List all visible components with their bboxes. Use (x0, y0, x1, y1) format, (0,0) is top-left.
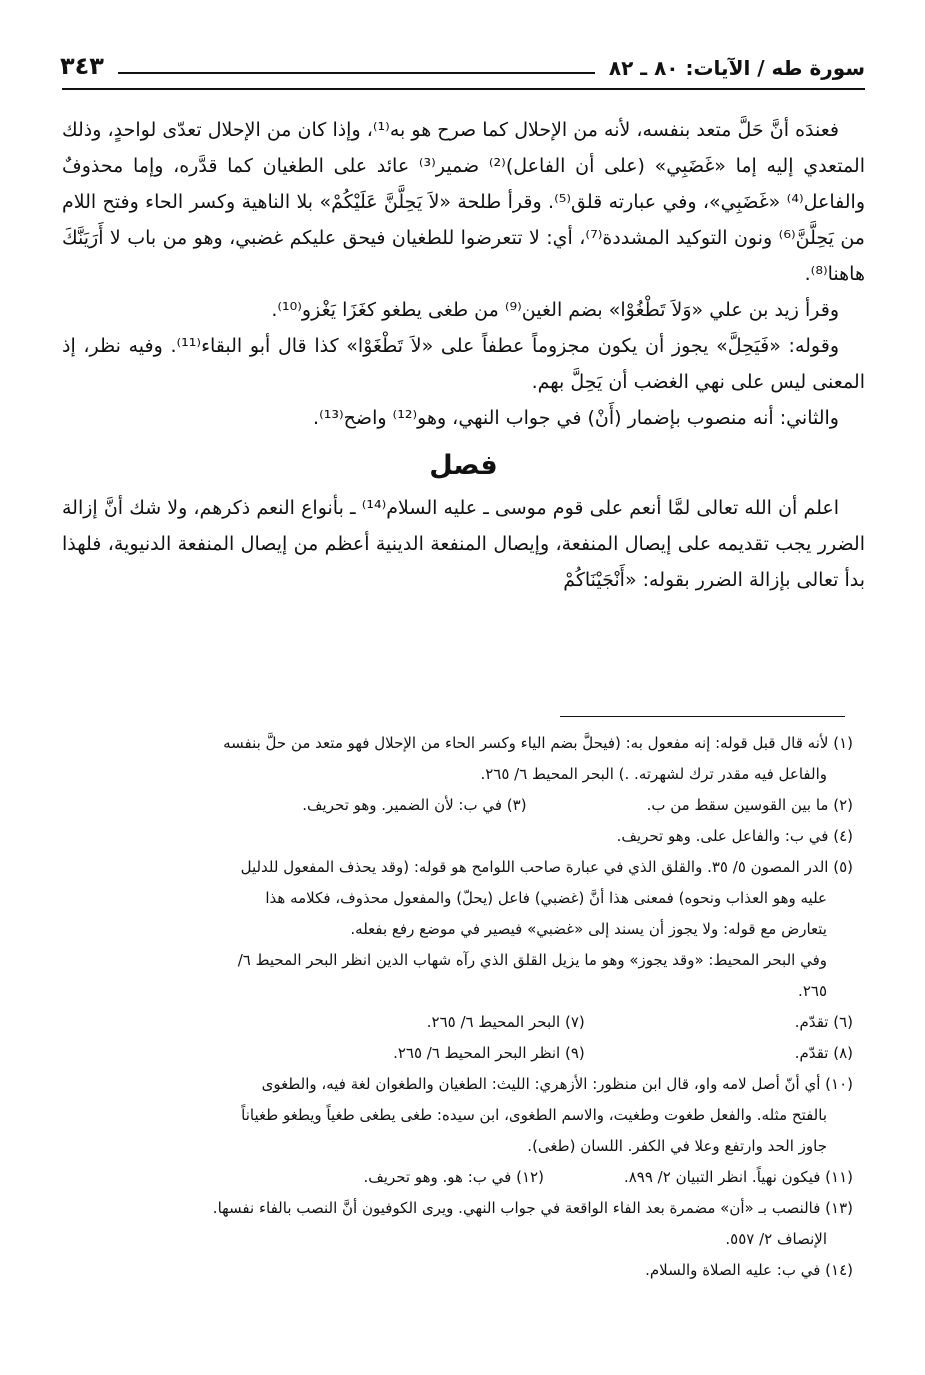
footnote-1-cont: والفاعل فيه مقدر ترك لشهرته. .) البحر المحيط ٦/ ٢٦٥. (480, 765, 827, 783)
footnote-1: (١) لأنه قال قبل قوله: إنه مفعول به: (فيحلَّ بضم الياء وكسر الحاء من الإحلال فهو متعد من حلَّ بنفسه (223, 734, 853, 752)
footnote-9: (٩) انظر البحر المحيط ٦/ ٢٦٥. (393, 1044, 585, 1062)
header-divider (62, 88, 865, 90)
paragraph-3: وقوله: «فَيَحِلَّ» يجوز أن يكون مجزوماً عطفاً على «لاَ تَطْغَوْا» كذا قال أبو البقاء⁽¹¹⁾. وفيه نظر، إذ المعنى ليس على نهي الغضب أن يَحِلَّ بهم. (62, 335, 865, 393)
footnote-2: (٢) ما بين القوسين سقط من ب. (646, 796, 853, 814)
paragraph-5: اعلم أن الله تعالى لمَّا أنعم على قوم موسى ـ عليه السلام⁽¹⁴⁾ ـ بأنواع النعم ذكرهم، ولا شك أنَّ إزالة الضرر يجب تقديمه على إيصال المنفعة، وإيصال المنفعة الدينية أعظم من إيصال المنفعة الدنيوية، فلهذا بدأ تعالى بإزالة الضرر بقوله: «أَنْجَيْنَاكُمْ (62, 497, 865, 591)
paragraph-1: فعندَه أنَّ حَلَّ متعد بنفسه، لأنه من الإحلال كما صرح هو به⁽¹⁾، وإذا كان من الإحلال تعدّى لواحدٍ، وذلك المتعدي إليه إما «غَضَبِي» (على أن الفاعل)⁽²⁾ ضمير⁽³⁾ عائد على الطغيان كما قدَّره، وإما محذوفٌ والفاعل⁽⁴⁾ «غَضَبِي»، وفي عبارته قلق⁽⁵⁾. وقرأ طلحة «لاَ يَحِلَّنَّ عَلَيْكُمْ» بلا الناهية وكسر الحاء وفتح اللام من يَحِلَّنَّ⁽⁶⁾ ونون التوكيد المشددة⁽⁷⁾، أي: لا تتعرضوا للطغيان فيحق عليكم غضبي، وهو من باب لا أَرَيَنَّكَ هاهنا⁽⁸⁾. (62, 119, 865, 285)
paragraph-4: والثاني: أنه منصوب بإضمار (أَنْ) في جواب النهي، وهو⁽¹²⁾ واضح⁽¹³⁾. (313, 407, 839, 429)
footnote-11: (١١) فيكون نهياً. انظر التبيان ٢/ ٨٩٩. (623, 1168, 853, 1186)
paragraph-2: وقرأ زيد بن علي «وَلاَ تَطْغُوْا» بضم الغين⁽⁹⁾ من طغى يطغو كغَزَا يَغْزو⁽¹⁰⁾. (271, 299, 839, 321)
footnotes (62, 728, 853, 1286)
footnote-row-8-9 (62, 1038, 853, 1069)
footnote-5-cont-1: عليه وهو العذاب ونحوه) فمعنى هذا أنَّ (غضبي) فاعل (يحلّ) والمفعول محذوف، فكلامه هذا (265, 889, 827, 907)
footnote-10-cont-1: بالفتح مثله. والفعل طغوت وطغيت، والاسم الطغوى، ابن سيده: طغى يطغى طغياً ويطغو طغياناً (241, 1106, 827, 1124)
footnote-5-cont-2: يتعارض مع قوله: ولا يجوز أن يسند إلى «غضبي» فيصير في موضع رفع بفعله. (350, 920, 827, 938)
footnote-14: (١٤) في ب: عليه الصلاة والسلام. (645, 1261, 853, 1279)
footnote-12: (١٢) في ب: هو. وهو تحريف. (363, 1168, 544, 1186)
running-header (60, 40, 865, 80)
footnote-row-6-7 (62, 1007, 853, 1038)
section-heading: فصل (429, 450, 498, 481)
footnote-10-cont-2: جاوز الحد وارتفع وعلا في الكفر. اللسان (طغى). (527, 1137, 827, 1155)
header-title: سورة طه / الآيات: ٨٠ ـ ٨٢ (608, 56, 865, 80)
footnote-5: (٥) الدر المصون ٥/ ٣٥. والقلق الذي في عبارة صاحب اللوامح هو قوله: (وقد يحذف المفعول للدليل (240, 858, 853, 876)
footnote-13: (١٣) فالنصب بـ «أن» مضمرة بعد الفاء الواقعة في جواب النهي. ويرى الكوفيون أنَّ النصب بالفاء نفسها. (212, 1199, 853, 1217)
main-text (62, 112, 865, 598)
footnote-8: (٨) تقدّم. (794, 1044, 853, 1062)
footnote-7: (٧) البحر المحيط ٦/ ٢٦٥. (426, 1013, 585, 1031)
page-number: ٣٤٣ (60, 52, 104, 80)
header-rule (118, 72, 595, 74)
footnote-3: (٣) في ب: لأن الضمير. وهو تحريف. (302, 796, 527, 814)
footnote-5-cont-4: ٢٦٥. (798, 982, 827, 1000)
footnote-6: (٦) تقدّم. (794, 1013, 853, 1031)
footnote-row-2-3 (62, 790, 853, 821)
footnote-row-11-12 (62, 1162, 853, 1193)
footnote-5-cont-3: وفي البحر المحيط: «وقد يجوز» وهو ما يزيل القلق الذي رآه شهاب الدين انظر البحر المحيط ٦/ (237, 951, 827, 969)
footnote-4: (٤) في ب: والفاعل على. وهو تحريف. (616, 827, 853, 845)
footnote-separator (560, 716, 845, 717)
footnote-13-cont: الإنصاف ٢/ ٥٥٧. (725, 1230, 827, 1248)
footnote-10: (١٠) أي أنّ أصل لامه واو، قال ابن منظور: الأزهري: الليث: الطغيان والطغوان لغة فيه، والطغوى (261, 1075, 853, 1093)
